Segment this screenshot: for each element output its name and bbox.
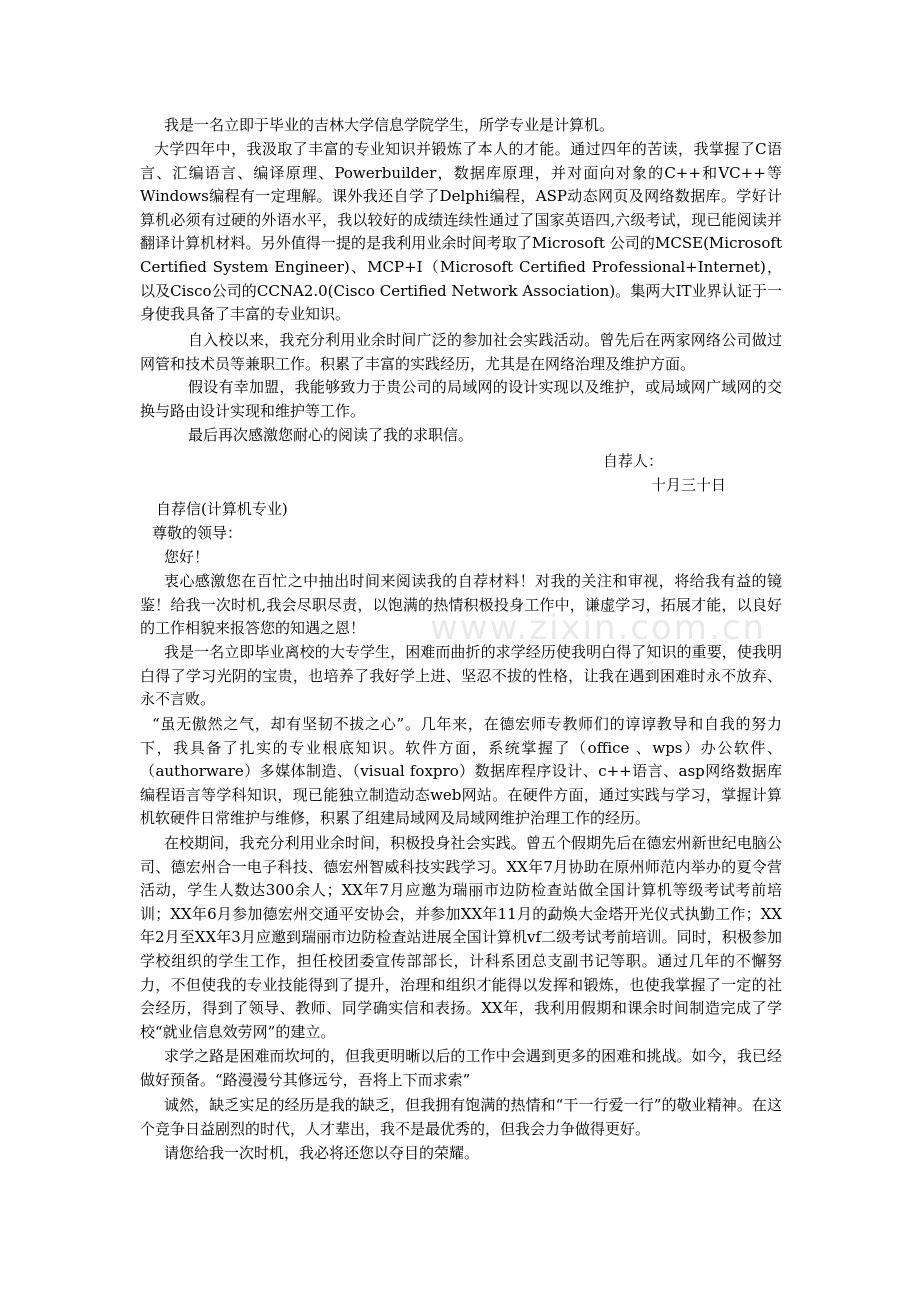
letter2-paragraph-4: 在校期间，我充分利用业余时间，积极投身社会实践。曾五个假期先后在德宏州新世纪电脑公司、德宏州合一电子科技、德宏州智威科技实践学习。XX年7月协助在原州师范内举办的夏令营活动，学生人数达300余人；XX年7月应邀为瑞丽市边防检查站做全国计算机等级考试考前培训；XX年6月参加德宏州交通平安协会，并参加XX年11月的勐焕大金塔开光仪式执勤工作；XX年2月至XX年3月应邀到瑞丽市边防检查站进展全国计算机vf二级考试考前培训。同时，积极参加学校组织的学生工作，担任校团委宣传部部长，计科系团总支副书记等职。通过几年的不懈努力，不但使我的专业技能得到了提升，治理和组织才能得以发挥和锻炼，也使我掌握了一定的社会经历，得到了领导、教师、同学确实信和表扬。XX年，我利用假期和课余时间制造完成了学校“就业信息效劳网”的建立。 <box>140 834 782 1041</box>
letter2-paragraph-2: 我是一名立即毕业离校的大专学生，困难而曲折的求学经历使我明白得了知识的重要，使我明白得了学习光阴的宝贵，也培养了我好学上进、坚忍不拔的性格，让我在遇到困难时永不放弃、永不言败。 <box>140 643 782 709</box>
letter1-date: 十月三十日 <box>651 476 727 494</box>
watermark-text: www.zixin.com.cn <box>430 608 766 648</box>
letter1-paragraph-1: 大学四年中，我汲取了丰富的专业知识并锻炼了本人的才能。通过四年的苦读，我掌握了C语言、汇编语言、编译原理、Powerbuilder，数据库原理，并对面向对象的C++和VC++等Windows编程有一定理解。课外我还自学了Delphi编程，ASP动态网页及网络数据库。学好计算机必须有过硬的外语水平，我以较好的成绩连续性通过了国家英语四,六级考试，现已能阅读并翻译计算机材料。另外值得一提的是我利用业余时间考取了Microsoft 公司的MCSE(Microsoft Certified System Engineer)、MCP+I（Microsoft Certified Professional+Internet)，以及Cisco公司的CCNA2.0(Cisco Certified Network Association)。集两大IT业界认证于一身使我具备了丰富的专业知识。 <box>140 140 782 324</box>
letter1-signer: 自荐人： <box>603 452 664 470</box>
letter2-paragraph-3: “虽无傲然之气，却有坚韧不拔之心”。几年来，在德宏师专教师们的谆谆教导和自我的努力下，我具备了扎实的专业根底知识。软件方面，系统掌握了（office 、wps）办公软件、（authorware）多媒体制造、（visual foxpro）数据库程序设计、c++语言、asp网络数据库编程语言等学科知识，现已能独立制造动态web网站。在硬件方面，通过实践与学习，掌握计算机软硬件日常维护与维修，积累了组建局域网及局域网维护治理工作的经历。 <box>140 715 782 828</box>
letter2-title: 自荐信(计算机专业) <box>156 500 288 518</box>
letter2-paragraph-7: 请您给我一次时机，我必将还您以夺目的荣耀。 <box>164 1144 480 1162</box>
letter2-paragraph-5: 求学之路是困难而坎坷的，但我更明晰以后的工作中会遇到更多的困难和挑战。如今，我已经做好预备。“路漫漫兮其修远兮，吾将上下而求索” <box>140 1047 782 1089</box>
letter2-greeting: 您好！ <box>164 548 210 566</box>
letter2-paragraph-1: 衷心感激您在百忙之中抽出时间来阅读我的自荐材料！对我的关注和审视，将给我有益的镜鉴！给我一次时机,我会尽职尽责，以饱满的热情积极投身工作中，谦虚学习，拓展才能，以良好的工作相貌来报答您的知遇之恩！ <box>140 572 782 638</box>
letter2-paragraph-6: 诚然，缺乏实足的经历是我的缺乏，但我拥有饱满的热情和“干一行爱一行”的敬业精神。在这个竞争日益剧烈的时代，人才辈出，我不是最优秀的，但我会力争做得更好。 <box>140 1096 782 1138</box>
letter1-paragraph-2: 自入校以来，我充分利用业余时间广泛的参加社会实践活动。曾先后在两家网络公司做过网管和技术员等兼职工作。积累了丰富的实践经历，尤其是在网络治理及维护方面。 <box>140 331 782 373</box>
letter1-intro: 我是一名立即于毕业的吉林大学信息学院学生，所学专业是计算机。 <box>164 116 615 134</box>
letter2-salutation: 尊敬的领导： <box>152 524 243 542</box>
letter1-paragraph-3: 假设有幸加盟，我能够致力于贵公司的局域网的设计实现以及维护，或局域网广域网的交换与路由设计实现和维护等工作。 <box>140 378 782 420</box>
letter1-paragraph-4: 最后再次感激您耐心的阅读了我的求职信。 <box>188 426 474 444</box>
